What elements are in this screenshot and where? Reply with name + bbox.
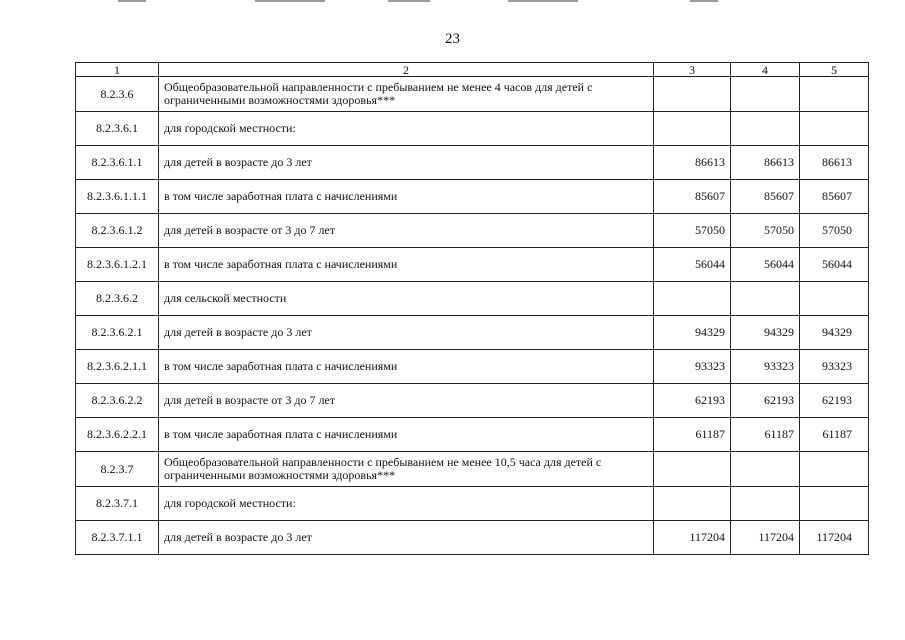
row-value-col4: 85607 [731, 180, 800, 214]
row-value-col5 [800, 282, 869, 316]
row-value-col5: 94329 [800, 316, 869, 350]
row-description: для детей в возрасте от 3 до 7 лет [159, 214, 654, 248]
row-value-col5: 62193 [800, 384, 869, 418]
row-code: 8.2.3.6.1.2 [76, 214, 159, 248]
row-value-col3: 57050 [654, 214, 731, 248]
row-code: 8.2.3.6.1.2.1 [76, 248, 159, 282]
column-header-5: 5 [800, 63, 869, 77]
row-value-col5: 57050 [800, 214, 869, 248]
row-value-col5 [800, 487, 869, 521]
row-code: 8.2.3.6.1 [76, 112, 159, 146]
column-header-1: 1 [76, 63, 159, 77]
row-value-col4: 62193 [731, 384, 800, 418]
row-value-col4: 61187 [731, 418, 800, 452]
column-header-3: 3 [654, 63, 731, 77]
row-value-col4: 57050 [731, 214, 800, 248]
row-value-col5: 56044 [800, 248, 869, 282]
row-code: 8.2.3.6 [76, 77, 159, 112]
row-code: 8.2.3.7.1.1 [76, 521, 159, 555]
row-value-col3: 93323 [654, 350, 731, 384]
page-number: 23 [445, 31, 460, 47]
table-row [76, 112, 869, 146]
table-row [76, 418, 869, 452]
row-value-col4: 94329 [731, 316, 800, 350]
table-row [76, 350, 869, 384]
row-value-col4 [731, 452, 800, 487]
row-value-col5 [800, 112, 869, 146]
row-value-col4 [731, 282, 800, 316]
table-body [76, 77, 869, 555]
row-value-col4: 93323 [731, 350, 800, 384]
row-value-col3 [654, 452, 731, 487]
row-description: для детей в возрасте до 3 лет [159, 316, 654, 350]
table-row [76, 248, 869, 282]
row-value-col4: 56044 [731, 248, 800, 282]
row-code: 8.2.3.6.2.1 [76, 316, 159, 350]
row-code: 8.2.3.6.2.2.1 [76, 418, 159, 452]
table-row [76, 77, 869, 112]
row-value-col5: 61187 [800, 418, 869, 452]
row-value-col4 [731, 112, 800, 146]
table-row [76, 180, 869, 214]
table-row [76, 487, 869, 521]
row-description: для сельской местности [159, 282, 654, 316]
row-description: Общеобразовательной направленности с пребыванием не менее 4 часов для детей с ограниченными возможностями здоровья*** [159, 77, 654, 112]
row-description: для детей в возрасте до 3 лет [159, 146, 654, 180]
row-code: 8.2.3.6.2 [76, 282, 159, 316]
row-description: для детей в возрасте от 3 до 7 лет [159, 384, 654, 418]
row-value-col5: 86613 [800, 146, 869, 180]
table-row [76, 146, 869, 180]
row-value-col5: 93323 [800, 350, 869, 384]
row-description: для городской местности: [159, 487, 654, 521]
table-row [76, 521, 869, 555]
row-value-col4: 117204 [731, 521, 800, 555]
row-value-col4 [731, 487, 800, 521]
column-header-2: 2 [159, 63, 654, 77]
row-value-col5: 85607 [800, 180, 869, 214]
row-value-col3: 62193 [654, 384, 731, 418]
table-row [76, 384, 869, 418]
row-value-col3: 85607 [654, 180, 731, 214]
row-description: для городской местности: [159, 112, 654, 146]
row-value-col3: 117204 [654, 521, 731, 555]
row-code: 8.2.3.6.2.1.1 [76, 350, 159, 384]
table-row [76, 316, 869, 350]
tariff-table [75, 62, 869, 555]
row-value-col3 [654, 487, 731, 521]
row-description: в том числе заработная плата с начислениями [159, 350, 654, 384]
row-value-col3: 94329 [654, 316, 731, 350]
column-header-4: 4 [731, 63, 800, 77]
row-value-col5 [800, 77, 869, 112]
row-description: в том числе заработная плата с начислениями [159, 418, 654, 452]
row-code: 8.2.3.6.1.1 [76, 146, 159, 180]
scan-edge-marks [0, 0, 905, 3]
row-value-col3 [654, 282, 731, 316]
row-code: 8.2.3.7.1 [76, 487, 159, 521]
row-value-col5 [800, 452, 869, 487]
row-value-col4 [731, 77, 800, 112]
row-value-col3: 61187 [654, 418, 731, 452]
row-value-col4: 86613 [731, 146, 800, 180]
row-code: 8.2.3.6.1.1.1 [76, 180, 159, 214]
row-code: 8.2.3.7 [76, 452, 159, 487]
row-description: для детей в возрасте до 3 лет [159, 521, 654, 555]
table-row [76, 214, 869, 248]
table-header [76, 63, 869, 77]
table-row [76, 452, 869, 487]
row-description: в том числе заработная плата с начислениями [159, 248, 654, 282]
table-row [76, 282, 869, 316]
row-description: Общеобразовательной направленности с пребыванием не менее 10,5 часа для детей с ограниченными возможностями здоровья*** [159, 452, 654, 487]
row-value-col5: 117204 [800, 521, 869, 555]
row-code: 8.2.3.6.2.2 [76, 384, 159, 418]
row-value-col3 [654, 77, 731, 112]
header-row [76, 63, 869, 77]
row-value-col3 [654, 112, 731, 146]
row-value-col3: 86613 [654, 146, 731, 180]
row-value-col3: 56044 [654, 248, 731, 282]
row-description: в том числе заработная плата с начислениями [159, 180, 654, 214]
